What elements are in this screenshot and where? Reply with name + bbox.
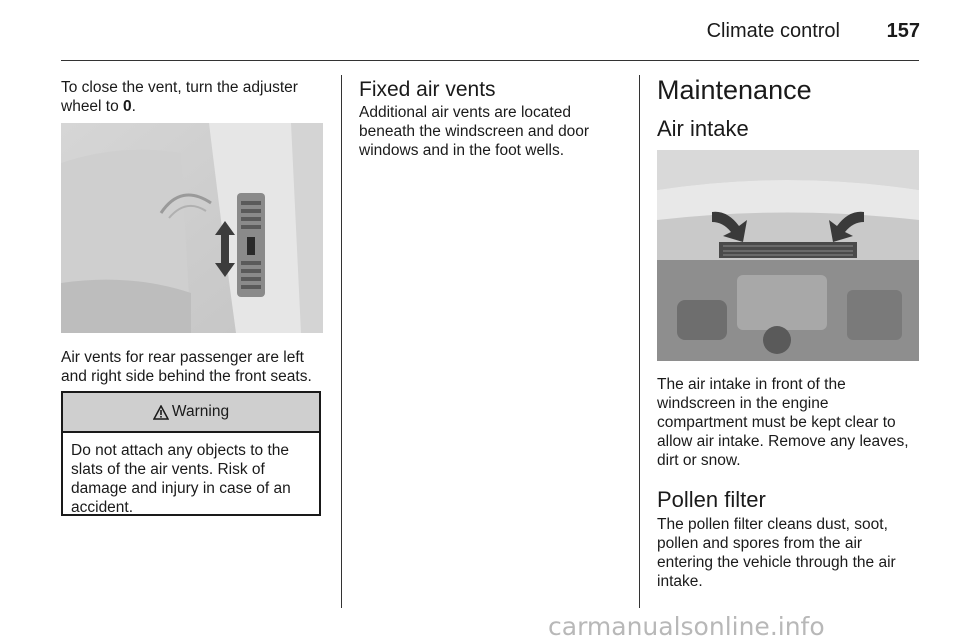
- warning-text: Do not attach any objects to the slats of the air vents. Risk of damage and injury in case of an accident.: [71, 442, 291, 516]
- rear-vent-image: [61, 123, 323, 333]
- page-number: 157: [886, 20, 920, 42]
- header-rule: [61, 60, 919, 61]
- section-title: Climate control: [706, 20, 840, 42]
- pollen-filter-heading: Pollen filter: [657, 487, 766, 512]
- air-intake-text: The air intake in front of the windscreen in the engine compartment must be kept clear to allow air intake. Remove any leaves, dirt or snow.: [657, 376, 909, 469]
- warning-box: [61, 391, 321, 516]
- rear-vent-caption: Air vents for rear passenger are left and right side behind the front seats.: [61, 349, 312, 385]
- column-divider: [341, 75, 342, 608]
- warning-header: [63, 393, 319, 433]
- warning-title: Warning: [171, 403, 230, 420]
- warning-icon: [153, 405, 169, 420]
- air-intake-heading: Air intake: [657, 116, 749, 141]
- intro-paragraph: To close the vent, turn the adjuster wheel to 0.: [61, 79, 298, 115]
- column-divider: [639, 75, 640, 608]
- watermark: carmanualsonline.info: [548, 612, 825, 641]
- fixed-air-vents-heading: Fixed air vents: [359, 78, 496, 101]
- maintenance-heading: Maintenance: [657, 75, 812, 105]
- fixed-air-vents-text: Additional air vents are located beneath the windscreen and door windows and in the foot wells.: [359, 104, 590, 159]
- air-intake-image: [657, 150, 919, 361]
- pollen-filter-text: The pollen filter cleans dust, soot, pollen and spores from the air entering the vehicle through the air intake.: [657, 516, 896, 590]
